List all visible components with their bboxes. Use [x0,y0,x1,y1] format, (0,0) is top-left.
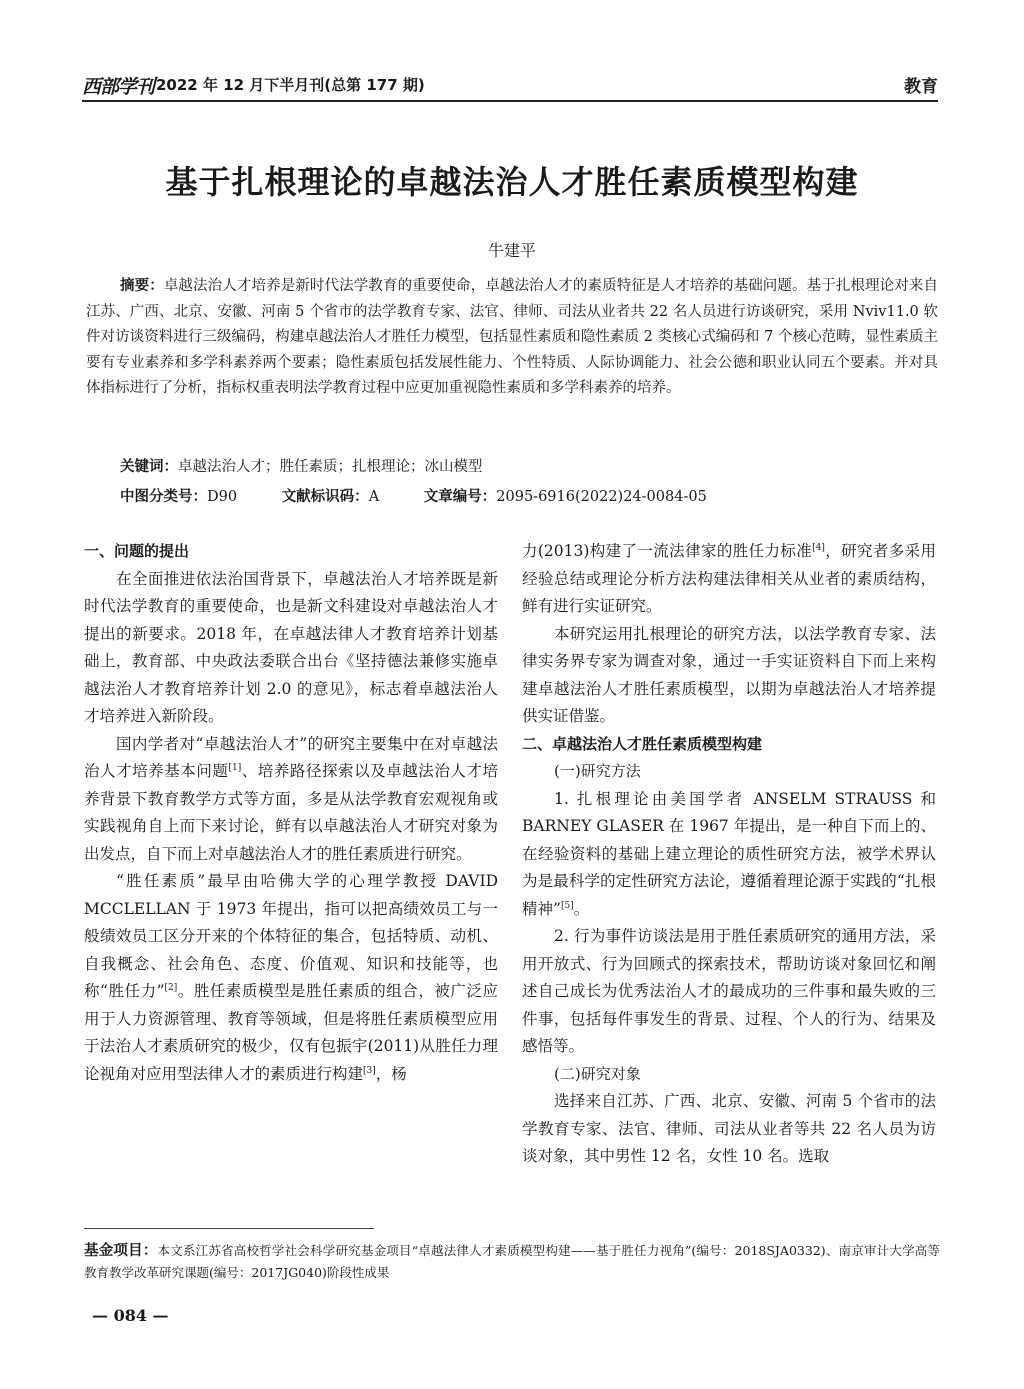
footnote-label: 基金项目： [84,1243,158,1259]
section-heading-1: 一、问题的提出 [84,542,190,560]
doc-code-label: 文献标识码： [281,489,369,505]
article-no-value: 2095-6916(2022)24-0084-05 [496,489,707,505]
paragraph-text: 。 [573,899,590,918]
article-title: 基于扎根理论的卓越法治人才胜任素质模型构建 [165,163,859,201]
citation-ref: [5] [560,900,574,911]
paragraph: 本研究运用扎根理论的研究方法，以法学教育专家、法律实务界专家为调查对象，通过一手实证资料自下而上来构建卓越法治人才胜任素质模型，以期为卓越法治人才培养提供实证借鉴。 [522,624,936,725]
journal-logo: 西部学刊 [82,76,155,98]
abstract-label: 摘要： [120,278,164,294]
article-no-label: 文章编号： [423,489,497,505]
body-column-right [522,538,936,1171]
paragraph: 在全面推进依法治国背景下，卓越法治人才培养既是新时代法学教育的重要使命，也是新文科建设对卓越法治人才提出的新要求。2018 年，在卓越法律人才教育培养计划基础上，教育部、中央政法委联合出台《坚持德法兼修实施卓越法治人才教育培养计划 2.0 的意见》，标志着卓越法治人才培养进入新阶段。 [84,569,498,725]
classification-line [120,485,940,506]
abstract-text: 卓越法治人才培养是新时代法学教育的重要使命，卓越法治人才的素质特征是人才培养的基础问题。基于扎根理论对来自江苏、广西、北京、安徽、河南 5 个省市的法学教育专家、法官、律师、司法从业者共 22 名人员进行访谈研究，采用 Nviv11.0 软件对访谈资料进行三级编码，构建卓越法治人才胜任力模型，包括显性素质和隐性素质 2 类核心式编码和 7 个核心范畴，显性素质主要有专业素养和多学科素养两个要素；隐性素质包括发展性能力、个性特质、人际协调能力、社会公德和职业认同五个要素。并对具体指标进行了分析，指标权重表明法学教育过程中应更加重视隐性素质和多学科素养的培养。 [86,278,938,396]
body-column-left [84,538,498,1088]
paragraph-text: “胜任素质”最早由哈佛大学的心理学教授 DAVID MCCLELLAN 于 1973 年提出，指可以把高绩效员工与一般绩效员工区分开来的个体特征的集合，包括特质、动机、自我概念、社会角色、态度、价值观、知识和技能等，也称“胜任力” [84,872,498,1000]
keywords [120,455,483,476]
abstract [86,274,938,402]
footnote [84,1240,940,1284]
clc-value: D90 [207,489,238,505]
subsection-heading: (一)研究方法 [554,762,641,780]
paragraph: 2. 行为事件访谈法是用于胜任素质研究的通用方法，采用开放式、行为回顾式的探索技术，帮助访谈对象回忆和阐述自己成长为优秀法治人才的最成功的三件事和最失败的三件事，包括每件事发生的背景、过程、个人的行为、结果及感悟等。 [522,927,936,1055]
paragraph-text: 、培养路径探索以及卓越法治人才培养背景下教育教学方式等方面，多是从法学教育宏观视角或实践视角自上而下来讨论，鲜有以卓越法治人才研究对象为出发点，自下而上对卓越法治人才的胜任素质进行研究。 [84,762,498,863]
page-number: — 084 — [92,1306,169,1325]
keywords-label: 关键词： [120,459,178,475]
footnote-divider [84,1228,374,1229]
paragraph-text: 1. 扎根理论由美国学者 ANSELM STRAUSS 和 BARNEY GLASER 在 1967 年提出，是一种自下而上的、在经验资料的基础上建立理论的质性研究方法，被学术界认为是最科学的定性研究方法论，遵循着理论源于实践的“扎根精神” [522,789,936,918]
paragraph [522,786,936,924]
paragraph-text: ，杨 [375,1064,407,1083]
paragraph: 选择来自江苏、广西、北京、安徽、河南 5 个省市的法学教育专家、法官、律师、司法从业者等共 22 名人员为访谈对象，其中男性 12 名，女性 10 名。选取 [522,1092,936,1165]
doc-code-value: A [368,489,380,505]
running-header [82,70,938,102]
paragraph-text: 力(2013)构建了一流法律家的胜任力标准 [522,542,813,560]
citation-ref: [4] [812,542,825,553]
citation-ref: [3] [363,1065,376,1076]
author-name: 牛建平 [487,241,536,260]
footnote-text: 本文系江苏省高校哲学社会科学研究基金项目“卓越法律人才素质模型构建——基于胜任力视角”(编号：2018SJA0332)、南京审计大学高等教育教学改革研究课题(编号：2017JG040)阶段性成果 [84,1243,941,1280]
paragraph [84,731,498,869]
paragraph-text: 国内学者对“卓越法治人才”的研究主要集中在对卓越法治人才培养基本问题 [84,734,498,780]
paragraph [84,868,498,1088]
article-no-item [424,489,707,505]
clc-item [120,489,237,505]
paragraph-text: 。胜任素质模型是胜任素质的组合，被广泛应用于人力资源管理、教育等领域，但是将胜任素质模型应用于法治人才素质研究的极少，仅有包振宇(2011)从胜任力理论视角对应用型法律人才的素质进行构建 [84,982,498,1083]
column-tag: 教育 [904,77,938,97]
clc-label: 中图分类号： [120,489,207,505]
subsection-heading: (二)研究对象 [554,1064,641,1083]
citation-ref: [1] [228,762,242,773]
paragraph [522,538,936,621]
section-heading-2: 二、卓越法治人才胜任素质模型构建 [522,734,763,753]
issue-info: 2022 年 12 月下半月刊(总第 177 期) [156,76,425,94]
paragraph-text: ，研究者多采用经验总结或理论分析方法构建法律相关从业者的素质结构，鲜有进行实证研究。 [522,542,936,615]
citation-ref: [2] [164,982,178,993]
doc-code-item [282,489,379,505]
keywords-text: 卓越法治人才；胜任素质；扎根理论；冰山模型 [178,459,483,475]
